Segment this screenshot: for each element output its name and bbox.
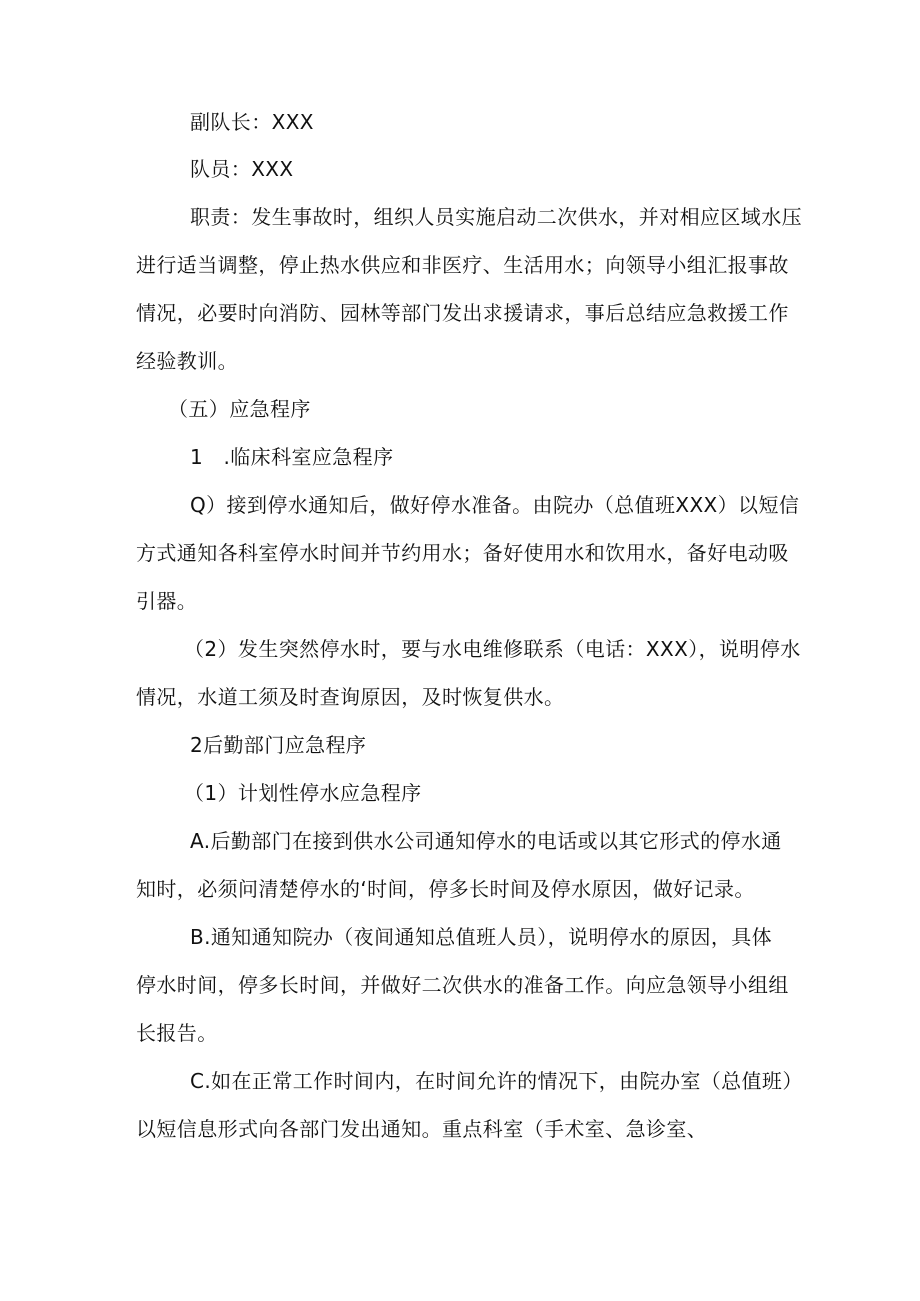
logistics-item-1-heading: （1）计划性停水应急程序 <box>184 781 422 805</box>
subheading-logistics-dept: 2后勤部门应急程序 <box>190 733 367 757</box>
logistics-b-line-1: B.通知通知院办（夜间通知总值班人员），说明停水的原因，具体 <box>190 925 773 949</box>
logistics-b-line-3: 长报告。 <box>136 1021 218 1045</box>
logistics-a-line-1: A.后勤部门在接到供水公司通知停水的电话或以其它形式的停水通 <box>190 829 782 853</box>
team-member-line: 队员：XXX <box>190 157 294 181</box>
logistics-c-line-1: C.如在正常工作时间内，在时间允许的情况下，由院办室（总值班） <box>190 1069 803 1093</box>
duty-paragraph-line-1: 职责：发生事故时，组织人员实施启动二次供水，并对相应区域水压 <box>190 205 802 229</box>
duty-paragraph-line-3: 情况，必要时向消防、园林等部门发出求援请求，事后总结应急救援工作 <box>136 301 789 325</box>
deputy-captain-line: 副队长：XXX <box>190 110 314 134</box>
logistics-c-line-2: 以短信息形式向各部门发出通知。重点科室（手术室、急诊室、 <box>136 1117 708 1141</box>
duty-paragraph-line-2: 进行适当调整，停止热水供应和非医疗、生活用水；向领导小组汇报事故 <box>136 253 789 277</box>
duty-paragraph-line-4: 经验教训。 <box>136 349 238 373</box>
section-heading-emergency-procedure: （五）应急程序 <box>168 397 311 421</box>
clinical-item-2-line-1: （2）发生突然停水时，要与水电维修联系（电话：XXX），说明停水 <box>184 637 801 661</box>
logistics-b-line-2: 停水时间，停多长时间，并做好二次供水的准备工作。向应急领导小组组 <box>136 973 789 997</box>
clinical-item-1-line-3: 引器。 <box>136 589 198 613</box>
clinical-item-1-line-2: 方式通知各科室停水时间并节约用水；备好使用水和饮用水，备好电动吸 <box>136 541 789 565</box>
logistics-a-line-2: 知时，必须问清楚停水的‘时间，停多长时间及停水原因，做好记录。 <box>136 877 755 901</box>
clinical-item-2-line-2: 情况，水道工须及时查询原因，及时恢复供水。 <box>136 685 565 709</box>
subheading-clinical-dept: 1 .临床科室应急程序 <box>190 445 394 469</box>
clinical-item-1-line-1: Q）接到停水通知后，做好停水准备。由院办（总值班XXX）以短信 <box>190 493 800 517</box>
